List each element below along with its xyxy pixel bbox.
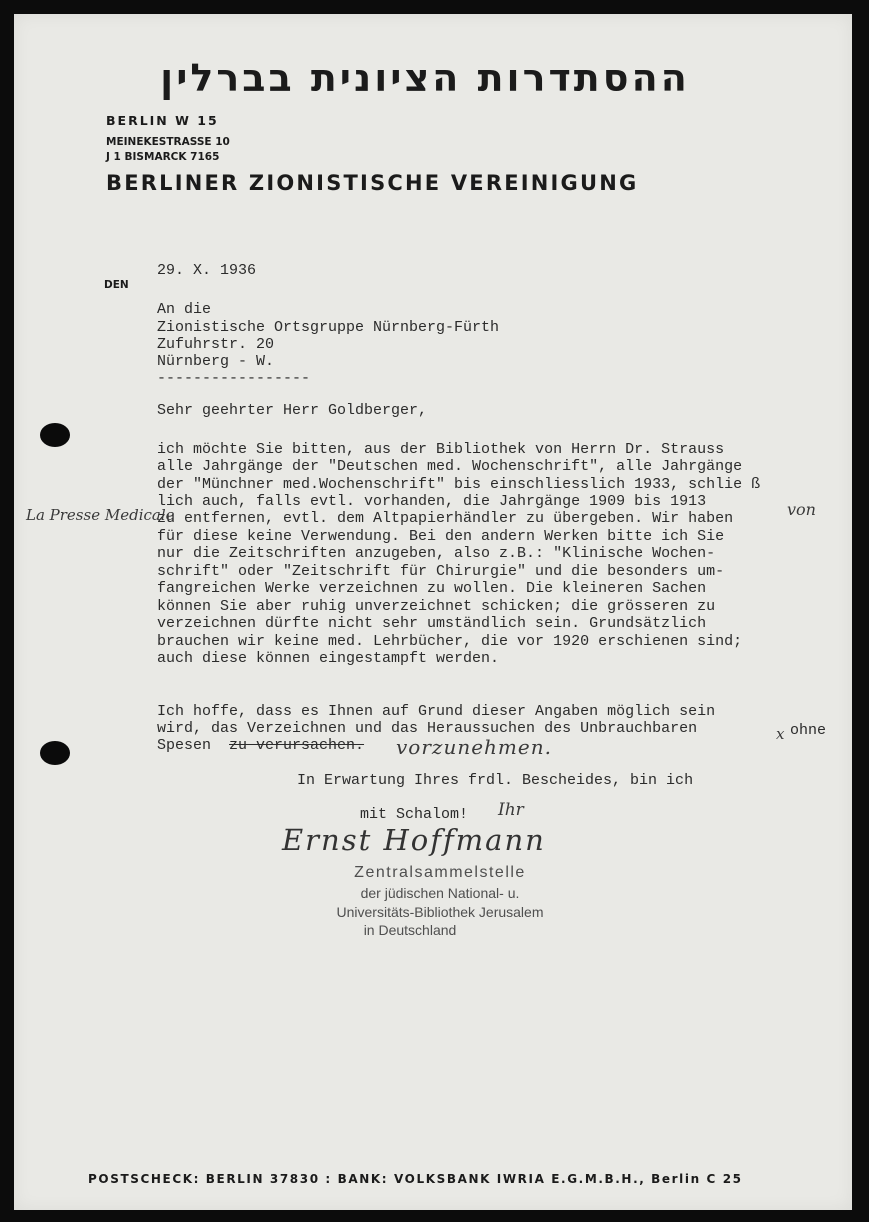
struck-text: zu verursachen. (229, 737, 365, 754)
body-line: fangreichen Werke verzeichnen zu wollen. Die kleineren Sachen (157, 580, 707, 597)
handwritten-ihr: Ihr (498, 800, 524, 820)
body-line: nur die Zeitschriften anzugeben, also z.B.: "Klinische Wochen- (157, 545, 716, 562)
handwritten-von: von (787, 500, 816, 519)
letterhead-street: MEINEKESTRASSE 10 (106, 136, 230, 148)
stamp-line: Universitäts-Bibliothek Jerusalem (336, 904, 544, 920)
recipient-line: Nürnberg - W. (157, 353, 275, 370)
salutation: Sehr geehrter Herr Goldberger, (157, 402, 428, 419)
closing-greeting: mit Schalom! (360, 806, 469, 823)
date-label: DEN (104, 279, 129, 291)
letter-date: 29. X. 1936 (157, 262, 257, 279)
body-line: brauchen wir keine med. Lehrbücher, die vor 1920 erschienen sind; (157, 633, 743, 650)
body-line: schrift" oder "Zeitschrift für Chirurgie" und die besonders um- (157, 563, 725, 580)
letterhead-phone: J 1 BISMARCK 7165 (106, 151, 220, 163)
stamp-line: der jüdischen National- u. (360, 885, 520, 901)
body-line: alle Jahrgänge der "Deutschen med. Wochenschrift", alle Jahrgänge (157, 458, 743, 475)
handwritten-correction: vorzunehmen. (396, 735, 552, 759)
stamp-line: in Deutschland (363, 922, 457, 938)
punch-hole (40, 741, 70, 765)
body-line-end: ohne (790, 722, 827, 739)
body-line: wird, das Verzeichnen und das Heraussuchen des Unbrauchbaren (157, 720, 698, 737)
body-line: der "Münchner med.Wochenschrift" bis einschliesslich 1933, schlie ß (157, 476, 761, 493)
closing-line: In Erwartung Ihres frdl. Bescheides, bin ich (297, 772, 694, 789)
body-line: auch diese können eingestampft werden. (157, 650, 500, 667)
recipient-line: Zufuhrstr. 20 (157, 336, 275, 353)
stamp-line: Zentralsammelstelle (354, 864, 526, 881)
insertion-mark: x (776, 725, 785, 743)
footer-bank-details: POSTSCHECK: BERLIN 37830 : BANK: VOLKSBANK IWRIA E.G.M.B.H., Berlin C 25 (88, 1172, 743, 1186)
body-line: Spesen (157, 737, 212, 754)
body-line: können Sie aber ruhig unverzeichnet schicken; die grösseren zu (157, 598, 716, 615)
hebrew-letterhead: ההסתדרות הציונית בברלין (160, 56, 690, 100)
recipient-line: Zionistische Ortsgruppe Nürnberg-Fürth (157, 319, 500, 336)
margin-note: La Presse Medicale (26, 506, 175, 524)
body-line: zu entfernen, evtl. dem Altpapierhändler zu übergeben. Wir haben (157, 510, 734, 527)
body-line: ich möchte Sie bitten, aus der Bibliothek von Herrn Dr. Strauss (157, 441, 725, 458)
body-line: lich auch, falls evtl. vorhanden, die Jahrgänge 1909 bis 1913 (157, 493, 707, 510)
signature: Ernst Hoffmann (282, 823, 546, 857)
body-line: Ich hoffe, dass es Ihnen auf Grund dieser Angaben möglich sein (157, 703, 716, 720)
letterhead-organization: BERLINER ZIONISTISCHE VEREINIGUNG (106, 171, 639, 195)
body-line: für diese keine Verwendung. Bei den andern Werken bitte ich Sie (157, 528, 725, 545)
punch-hole (40, 423, 70, 447)
recipient-underline: ----------------- (157, 370, 311, 387)
recipient-line: An die (157, 301, 212, 318)
letterhead-city: BERLIN W 15 (106, 113, 219, 128)
body-line: verzeichnen dürfte nicht sehr umständlich sein. Grundsätzlich (157, 615, 707, 632)
